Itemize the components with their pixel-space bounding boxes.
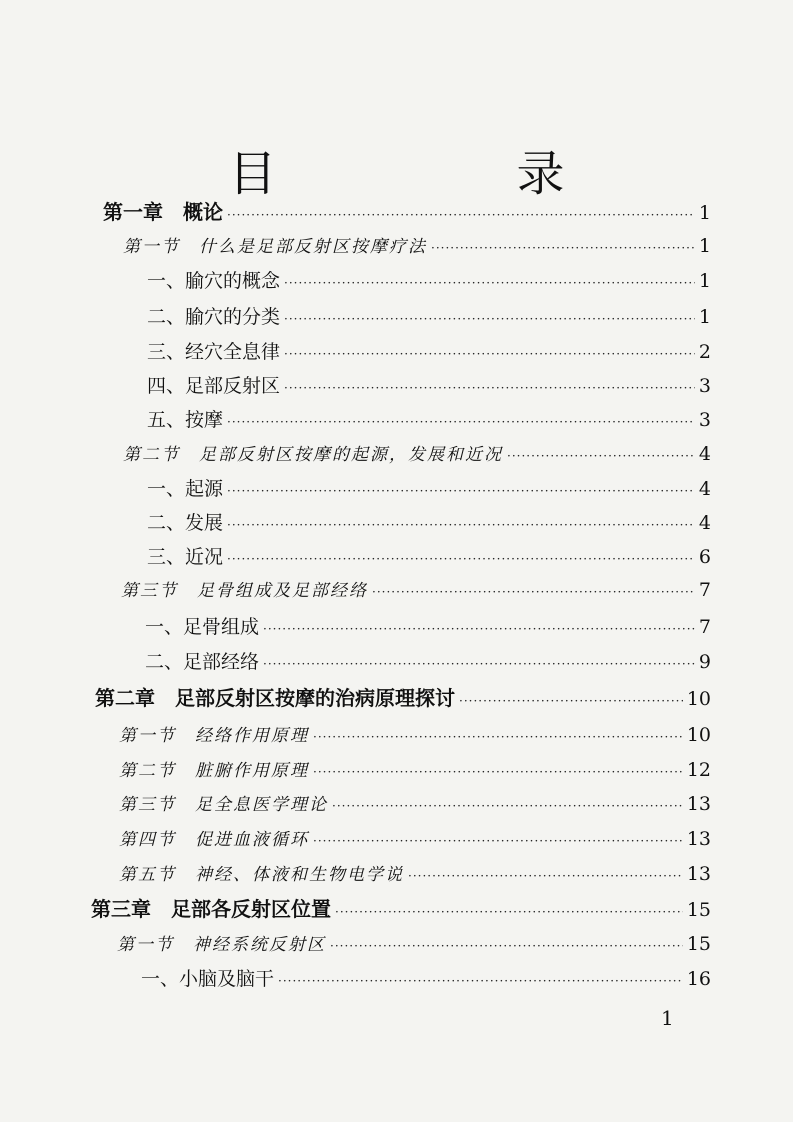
toc-entry (119, 860, 711, 885)
toc-entry-label: 三、经穴全息律 (147, 341, 281, 363)
toc-entry-page: 13 (686, 863, 711, 885)
toc-leader-dots (284, 347, 695, 361)
toc-entry-label: 二、发展 (147, 512, 224, 534)
toc-entry-label: 第二节 脏腑作用原理 (119, 761, 309, 781)
toc-leader-dots (408, 869, 683, 883)
toc-leader-dots (227, 518, 695, 532)
toc-entry (91, 893, 711, 922)
toc-leader-dots (227, 484, 695, 498)
toc-entry (123, 440, 711, 465)
toc-entry-page: 1 (698, 202, 711, 224)
toc-leader-dots (313, 765, 683, 779)
toc-entry (145, 647, 711, 674)
toc-entry-page: 1 (698, 270, 711, 292)
toc-entry-label: 三、近况 (147, 546, 224, 568)
toc-entry-label: 一、起源 (147, 478, 224, 500)
toc-entry (119, 756, 711, 781)
toc-entry (119, 790, 711, 815)
toc-entry (145, 612, 711, 639)
toc-entry-page: 10 (686, 724, 711, 746)
toc-entry-label: 二、足部经络 (145, 651, 260, 673)
toc-entry (123, 232, 711, 257)
toc-entry-page: 10 (686, 688, 711, 710)
toc-leader-dots (263, 657, 695, 671)
toc-entry (147, 405, 711, 432)
toc-leader-dots (313, 834, 683, 848)
toc-entry-label: 第一节 什么是足部反射区按摩疗法 (123, 237, 427, 257)
toc-entry-page: 4 (698, 443, 711, 465)
toc-entry-label: 第一章 概论 (103, 200, 223, 224)
toc-entry-page: 6 (698, 546, 711, 568)
toc-leader-dots (330, 939, 683, 953)
page-title: 目 录 (228, 146, 661, 203)
toc-leader-dots (284, 381, 695, 395)
toc-entry-page: 3 (698, 375, 711, 397)
toc-entry-label: 一、小脑及脑干 (141, 968, 275, 990)
toc-entry-label: 第二节 足部反射区按摩的起源，发展和近况 (123, 445, 503, 465)
toc-leader-dots (313, 730, 683, 744)
toc-entry-page: 1 (698, 306, 711, 328)
toc-entry-label: 第五节 神经、体液和生物电学说 (119, 865, 404, 885)
toc-entry (147, 337, 711, 364)
toc-entry-page: 13 (686, 828, 711, 850)
toc-entry-label: 第三节 足骨组成及足部经络 (121, 581, 368, 601)
toc-leader-dots (227, 208, 695, 222)
toc-leader-dots (227, 552, 695, 566)
toc-leader-dots (284, 276, 695, 290)
toc-leader-dots (372, 585, 695, 599)
toc-entry-page: 12 (686, 759, 711, 781)
toc-entry-page: 16 (686, 968, 711, 990)
toc-entry-page: 4 (698, 512, 711, 534)
toc-leader-dots (459, 694, 683, 708)
toc-entry (121, 576, 711, 601)
toc-entry-label: 第一节 经络作用原理 (119, 726, 309, 746)
toc-entry-page: 13 (686, 793, 711, 815)
toc-entry-label: 第四节 促进血液循环 (119, 830, 309, 850)
toc-entry-label: 二、腧穴的分类 (147, 306, 281, 328)
toc-entry-label: 第三章 足部各反射区位置 (91, 897, 331, 921)
toc-entry-label: 四、足部反射区 (147, 375, 281, 397)
toc-entry-label: 第一节 神经系统反射区 (117, 935, 326, 955)
toc-entry-label: 第三节 足全息医学理论 (119, 795, 328, 815)
toc-leader-dots (227, 415, 695, 429)
toc-entry-label: 一、腧穴的概念 (147, 270, 281, 292)
toc-entry-page: 15 (686, 933, 711, 955)
toc-entry-page: 3 (698, 409, 711, 431)
toc-entry (147, 266, 711, 293)
toc-leader-dots (278, 974, 683, 988)
toc-entry-page: 4 (698, 478, 711, 500)
toc-leader-dots (507, 449, 695, 463)
toc-entry-page: 15 (686, 899, 711, 921)
toc-entry (147, 542, 711, 569)
toc-entry-label: 第二章 足部反射区按摩的治病原理探讨 (95, 686, 455, 710)
toc-entry-label: 五、按摩 (147, 409, 224, 431)
toc-entry (119, 825, 711, 850)
toc-entry (95, 682, 711, 711)
toc-leader-dots (284, 312, 695, 326)
toc-entry (147, 302, 711, 329)
toc-entry (103, 196, 711, 225)
toc-entry-label: 一、足骨组成 (145, 616, 260, 638)
toc-entry (119, 721, 711, 746)
toc-entry (147, 508, 711, 535)
toc-entry-page: 9 (698, 651, 711, 673)
toc-entry (147, 371, 711, 398)
toc-entry (147, 474, 711, 501)
toc-leader-dots (263, 622, 695, 636)
toc-leader-dots (431, 241, 695, 255)
toc-entry (117, 930, 711, 955)
toc-leader-dots (335, 905, 683, 919)
toc-entry-page: 1 (698, 235, 711, 257)
toc-entry (141, 964, 711, 991)
toc-leader-dots (332, 799, 683, 813)
toc-entry-page: 7 (698, 579, 711, 601)
toc-entry-page: 7 (698, 616, 711, 638)
toc-entry-page: 2 (698, 341, 711, 363)
page-number-text: 1 (661, 1006, 674, 1030)
